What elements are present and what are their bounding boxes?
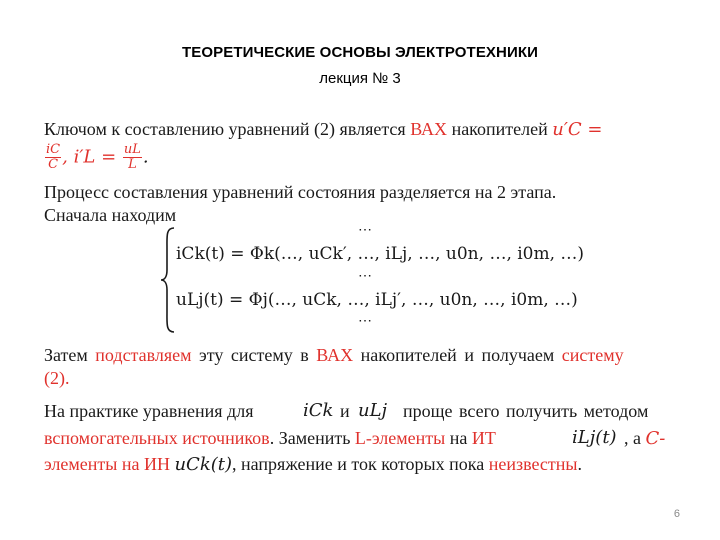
equation-ick: iCk(t) = Φk(…, uCk′, …, iLj, …, u0n, …, i0m, …) (176, 244, 585, 264)
fraction-ul-over-l: $\frac{uL}{L}$ (123, 142, 141, 172)
conjunction-and: и (340, 401, 350, 421)
vax-term: ВАХ (410, 119, 448, 139)
ellipsis-middle: ⋯ (358, 268, 372, 284)
paragraph-practice-l2-end: , а C- (624, 428, 666, 449)
system-brace (160, 226, 176, 334)
uck-t-symbol: uCk(t) (174, 454, 233, 475)
ulj-symbol: uLj (358, 400, 388, 421)
paragraph-substitute-cont: (2). (44, 368, 70, 388)
ick-symbol: iCk (303, 400, 334, 421)
ellipsis-bottom: ⋯ (358, 313, 372, 329)
fraction-ic-over-c: $\frac{iC}{C}$ (46, 142, 61, 172)
paragraph-practice-l1b: проще всего получить методом (403, 401, 649, 421)
il-derivative: i′L = (73, 146, 117, 168)
slide-title: ТЕОРЕТИЧЕСКИЕ ОСНОВЫ ЭЛЕКТРОТЕХНИКИ (182, 44, 538, 61)
paragraph-practice-l2: вспомогательных источников. Заменить L-элементы на ИТ (44, 428, 496, 448)
paragraph-first-step: Сначала находим (44, 205, 177, 225)
uc-derivative: u′C = (552, 119, 603, 140)
ellipsis-top: ⋯ (358, 222, 372, 238)
page-number: 6 (673, 508, 680, 520)
equation-ulj: uLj(t) = Φj(…, uCk, …, iLj′, …, u0n, …, i0m, …) (176, 290, 578, 310)
paragraph-key-equations: Ключом к составлению уравнений (2) является ВАХ накопителей u′C = (44, 119, 603, 140)
paragraph-practice-l1a: На практике уравнения для (44, 401, 254, 421)
paragraph-key-equations-cont: $\frac{iC}{C}$ , i′L = $\frac{uL}{L}$ . (46, 142, 149, 172)
lecture-number: лекция № 3 (319, 70, 401, 87)
paragraph-practice-l3: элементы на ИН uCk(t), напряжение и ток которых пока неизвестны. (44, 454, 582, 475)
paragraph-process: Процесс составления уравнений состояния разделяется на 2 этапа. (44, 182, 557, 202)
paragraph-substitute: Затем подставляем эту систему в ВАХ накопителей и получаем систему (44, 345, 624, 365)
ilj-t-symbol: iLj(t) (572, 427, 617, 448)
